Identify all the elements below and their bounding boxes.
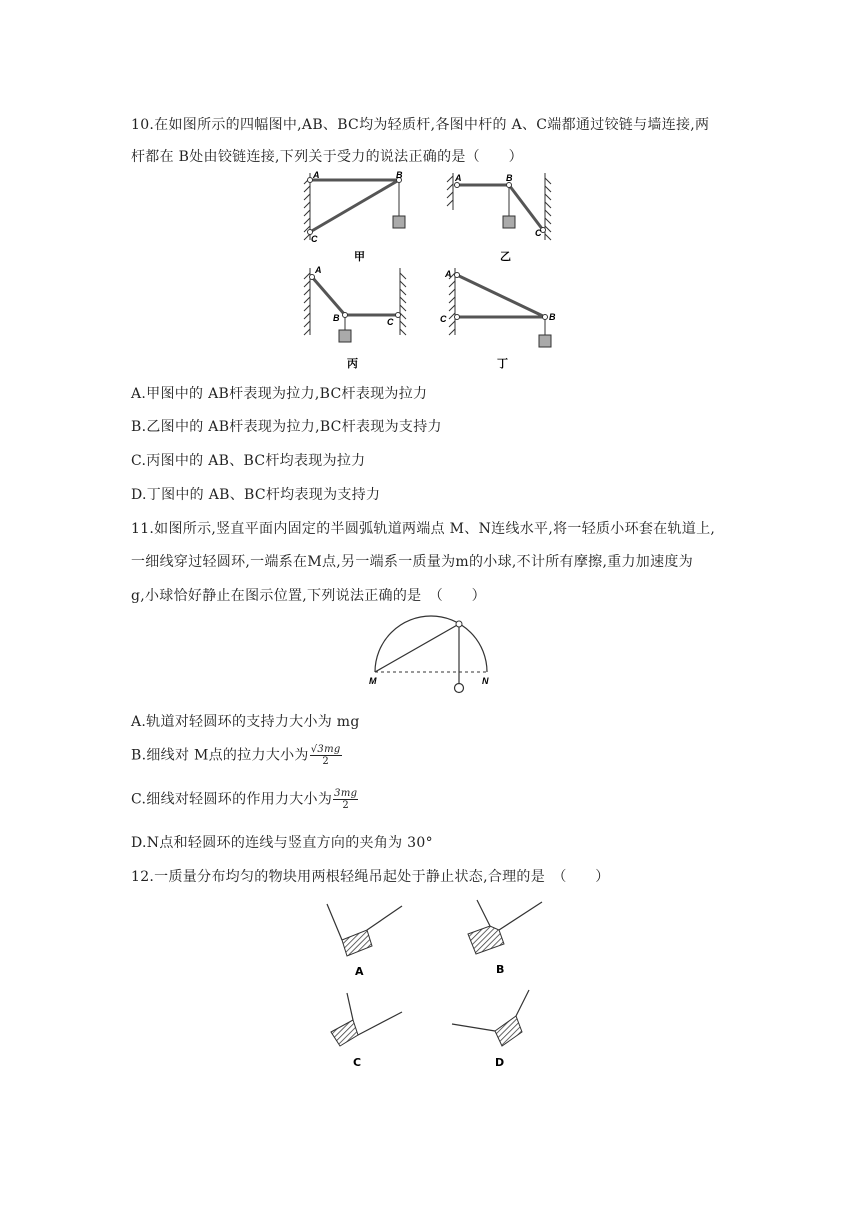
q10-yi-label-c: C xyxy=(535,228,542,238)
q11-stem-line2: 一细线穿过轻圆环,一端系在M点,另一端系一质量为m的小球,不计所有摩擦,重力加速度为 xyxy=(131,554,694,570)
q12-caption-a: A xyxy=(355,965,364,978)
q10-figure-ding xyxy=(435,265,565,370)
q11-label-m: M xyxy=(369,676,377,686)
q10-caption-bing: 丙 xyxy=(347,357,358,370)
q10-bing-label-b: B xyxy=(333,313,340,323)
q10-bing-label-c: C xyxy=(387,317,394,327)
q10-option-d: D.丁图中的 AB、BC杆均表现为支持力 xyxy=(131,487,381,503)
q11-option-b-numerator: √3mg xyxy=(310,744,341,755)
q11-option-c-text: C.细线对轻圆环的作用力大小为 xyxy=(131,791,333,808)
q11-option-c-fraction xyxy=(333,788,358,811)
q11-option-c-numerator: 3mg xyxy=(334,788,358,799)
q10-ding-label-c: C xyxy=(440,314,447,324)
q11-option-b-fraction xyxy=(310,744,342,767)
q11-option-c xyxy=(131,788,358,811)
q11-stem-line1: 11.如图所示,竖直平面内固定的半圆弧轨道两端点 M、N连线水平,将一轻质小环套在轨道上, xyxy=(131,521,716,537)
q11-option-b xyxy=(131,744,342,767)
q10-jia-label-c: C xyxy=(311,234,318,244)
q12-option-b-figure xyxy=(468,900,542,976)
q10-stem-line2: 杆都在 B处由铰链连接,下列关于受力的说法正确的是（ ） xyxy=(131,149,523,165)
q10-bing-label-a: A xyxy=(315,265,322,275)
q11-stem-line3: g,小球恰好静止在图示位置,下列说法正确的是 （ ） xyxy=(131,588,486,604)
q12-stem: 12.一质量分布均匀的物块用两根轻绳吊起处于静止状态,合理的是 （ ） xyxy=(131,869,610,885)
q12-figure-options xyxy=(300,890,560,1080)
q12-option-c-figure xyxy=(331,993,402,1069)
q10-figure-bing xyxy=(300,265,415,370)
q10-option-a: A.甲图中的 AB杆表现为拉力,BC杆表现为拉力 xyxy=(131,386,428,402)
q10-figure-jia xyxy=(300,170,415,265)
q11-option-c-denominator: 2 xyxy=(342,800,350,811)
q10-stem-line1: 10.在如图所示的四幅图中,AB、BC均为轻质杆,各图中杆的 A、C端都通过铰链与墙连接,两 xyxy=(131,117,710,133)
q12-caption-c: C xyxy=(353,1056,362,1069)
q12-option-a-figure xyxy=(327,904,402,978)
q10-jia-label-b: B xyxy=(396,170,403,180)
q10-option-c: C.丙图中的 AB、BC杆均表现为拉力 xyxy=(131,453,366,469)
q12-caption-b: B xyxy=(496,963,505,976)
q10-jia-label-a: A xyxy=(313,170,320,180)
q10-yi-label-b: B xyxy=(506,173,513,183)
q10-caption-jia: 甲 xyxy=(354,250,365,263)
q11-label-n: N xyxy=(482,676,489,686)
q12-caption-d: D xyxy=(495,1056,505,1069)
q11-option-d: D.N点和轻圆环的连线与竖直方向的夹角为 30° xyxy=(131,835,433,851)
q11-option-b-text: B.细线对 M点的拉力大小为 xyxy=(131,747,309,764)
q10-yi-label-a: A xyxy=(455,173,462,183)
q10-ding-label-b: B xyxy=(549,312,556,322)
q11-option-a: A.轨道对轻圆环的支持力大小为 mg xyxy=(131,714,360,730)
q10-ding-label-a: A xyxy=(445,269,452,279)
q10-caption-yi: 乙 xyxy=(500,250,511,263)
q10-caption-ding: 丁 xyxy=(497,357,508,370)
q12-option-d-figure xyxy=(452,990,529,1069)
q10-option-b: B.乙图中的 AB杆表现为拉力,BC杆表现为支持力 xyxy=(131,419,442,435)
q11-option-b-denominator: 2 xyxy=(322,756,329,767)
q11-figure-semicircle xyxy=(365,615,500,705)
q10-figure-yi xyxy=(445,170,565,265)
